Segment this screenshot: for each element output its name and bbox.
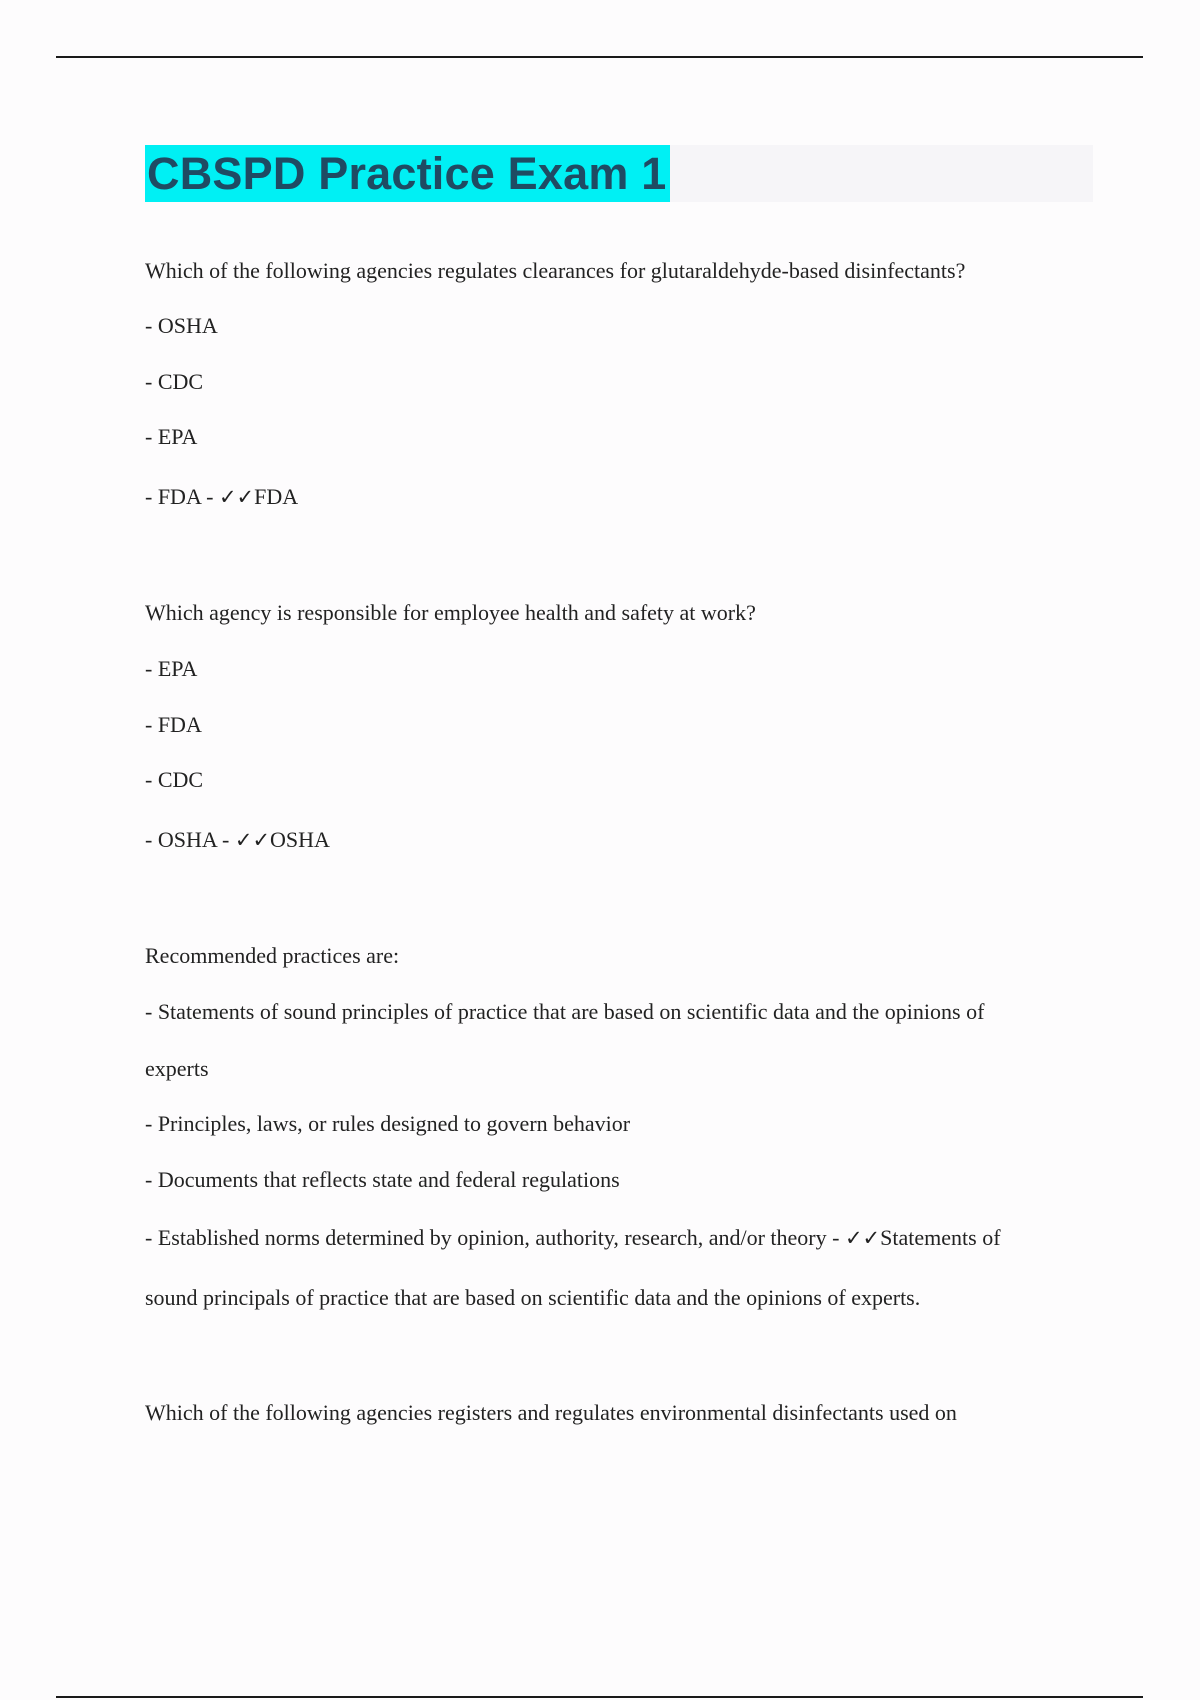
question-3-option-3: - Documents that reflects state and federal regulations (145, 1167, 620, 1192)
question-4-prompt: Which of the following agencies registers and regulates environmental disinfectants used on (145, 1400, 957, 1425)
question-2-option-2: - FDA (145, 712, 202, 737)
checkmark-icon: ✓✓ (844, 1226, 881, 1250)
question-3-option-4-text: - Established norms determined by opinion, authority, research, and/or theory - (145, 1225, 845, 1250)
bottom-rule (56, 1696, 1143, 1698)
question-1-option-2: - CDC (145, 369, 204, 394)
question-2-option-4 (145, 826, 330, 854)
question-3-option-1-continued: experts (145, 1056, 209, 1081)
question-2-prompt: Which agency is responsible for employee health and safety at work? (145, 600, 756, 625)
question-1-answer: FDA (254, 484, 299, 509)
checkmark-icon: ✓✓ (218, 485, 255, 509)
checkmark-icon: ✓✓ (234, 828, 271, 852)
question-3-prompt: Recommended practices are: (145, 943, 400, 968)
question-3-answer-continued: sound principals of practice that are based on scientific data and the opinions of experts. (145, 1285, 921, 1310)
question-1-option-3: - EPA (145, 424, 198, 449)
question-1-option-4 (145, 483, 298, 511)
top-rule (56, 56, 1143, 58)
question-3-answer: Statements of (880, 1225, 1001, 1250)
question-1-prompt: Which of the following agencies regulates clearances for glutaraldehyde-based disinfectants? (145, 258, 966, 283)
question-2-option-1: - EPA (145, 656, 198, 681)
question-1-option-1: - OSHA (145, 313, 218, 338)
question-2-option-3: - CDC (145, 767, 204, 792)
question-2-option-4-text: - OSHA - (145, 827, 235, 852)
question-1-option-4-text: - FDA - (145, 484, 219, 509)
question-3-option-2: - Principles, laws, or rules designed to govern behavior (145, 1111, 631, 1136)
question-2-answer: OSHA (270, 827, 330, 852)
page-title: CBSPD Practice Exam 1 (145, 145, 670, 202)
question-3-option-4 (145, 1224, 1001, 1252)
question-3-option-1: - Statements of sound principles of practice that are based on scientific data and the opinions of (145, 999, 985, 1024)
